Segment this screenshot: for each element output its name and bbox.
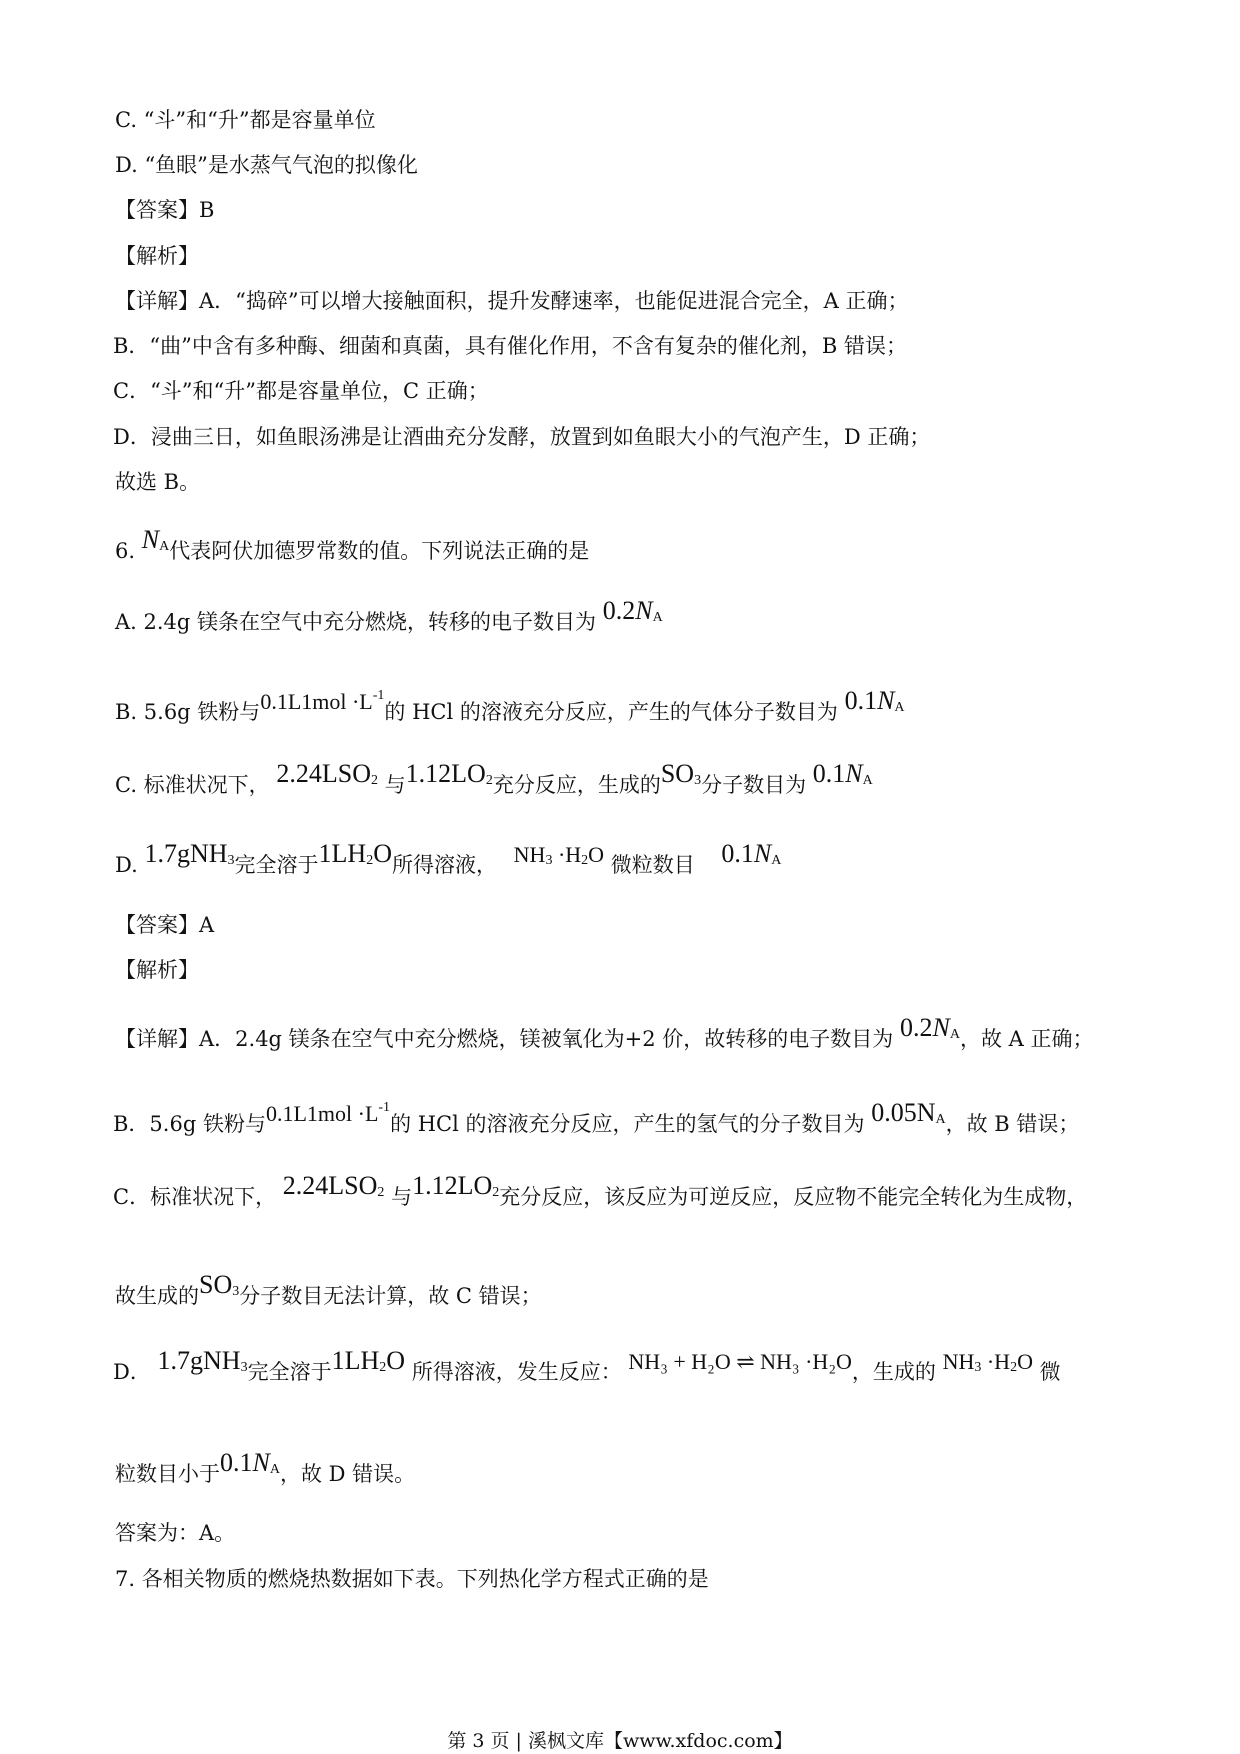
q6-detail-a: 【详解】A．2.4g 镁条在空气中充分燃烧，镁被氧化为+2 价，故转移的电子数目为 $0.2N_A$，故 A 正确；	[115, 1013, 1094, 1051]
q6-final: 答案为：A。	[115, 1521, 236, 1545]
q6-option-a: A. 2.4g 镁条在空气中充分燃烧，转移的电子数目为 $0.2N_A$	[115, 596, 663, 634]
q6-detail-c: C．标准状况下， $2.24LSO_2$ 与$1.12LO_2$充分反应，该反应为可逆反应，反应物不能完全转化为生成物，	[113, 1171, 1088, 1209]
q6-option-c: C. 标准状况下， $2.24LSO_2$ 与$1.12LO_2$充分反应，生成的$SO_3$分子数目为 $0.1N_A$	[115, 759, 873, 797]
q6-answer: 【答案】A	[115, 913, 215, 937]
conclusion: 故选 B。	[115, 470, 201, 494]
answer-label: 【答案】B	[115, 198, 215, 222]
detail-c: C．“斗”和“升”都是容量单位，C 正确；	[113, 379, 489, 403]
q6-option-d: D. 1.7gNH$_3$完全溶于$1LH_2O$所得溶液， $NH_3 \cdot H_2O$ 微粒数目 $0.1N_A$	[115, 839, 782, 877]
detail-d: D．浸曲三日，如鱼眼汤沸是让酒曲充分发酵，放置到如鱼眼大小的气泡产生，D 正确；	[113, 425, 931, 449]
q6-detail-d: D． 1.7gNH$_3$完全溶于$1LH_2O$ 所得溶液，发生反应： NH₃ + H₂O ⇌ NH₃ ·H₂O，生成的 $NH_3 \cdot H_2O$ 微	[113, 1346, 1061, 1384]
option-d: D. “鱼眼”是水蒸气气泡的拟像化	[115, 153, 418, 177]
option-c: C. “斗”和“升”都是容量单位	[115, 108, 376, 132]
q6-analysis: 【解析】	[115, 958, 199, 982]
detail-a: 【详解】A．“捣碎”可以增大接触面积，提升发酵速率，也能促进混合完全，A 正确；	[115, 289, 909, 313]
detail-b: B．“曲”中含有多种酶、细菌和真菌，具有催化作用，不含有复杂的催化剂，B 错误；	[113, 334, 908, 358]
q6-stem: 6. $N_A$代表阿伏加德罗常数的值。下列说法正确的是	[115, 525, 590, 563]
page-footer: 第 3 页 | 溪枫文库【www.xfdoc.com】	[447, 1730, 793, 1752]
q7-stem: 7. 各相关物质的燃烧热数据如下表。下列热化学方程式正确的是	[115, 1567, 709, 1591]
q6-option-b: B. 5.6g 铁粉与$0.1L1mol \cdot L^{-1}$的 HCl 的溶液充分反应，产生的气体分子数目为 $0.1N_A$	[115, 686, 905, 724]
q6-detail-c-cont: 故生成的$SO_3$分子数目无法计算，故 C 错误；	[115, 1270, 542, 1308]
reaction-equation: NH₃ + H₂O ⇌ NH₃ ·H₂O	[628, 1349, 852, 1374]
q6-detail-b: B．5.6g 铁粉与$0.1L1mol \cdot L^{-1}$的 HCl 的溶液充分反应，产生的氢气的分子数目为 $0.05N_A$，故 B 错误；	[113, 1098, 1080, 1136]
q6-detail-d-cont: 粒数目小于$0.1N_A$，故 D 错误。	[115, 1448, 416, 1486]
analysis-label: 【解析】	[115, 244, 199, 268]
